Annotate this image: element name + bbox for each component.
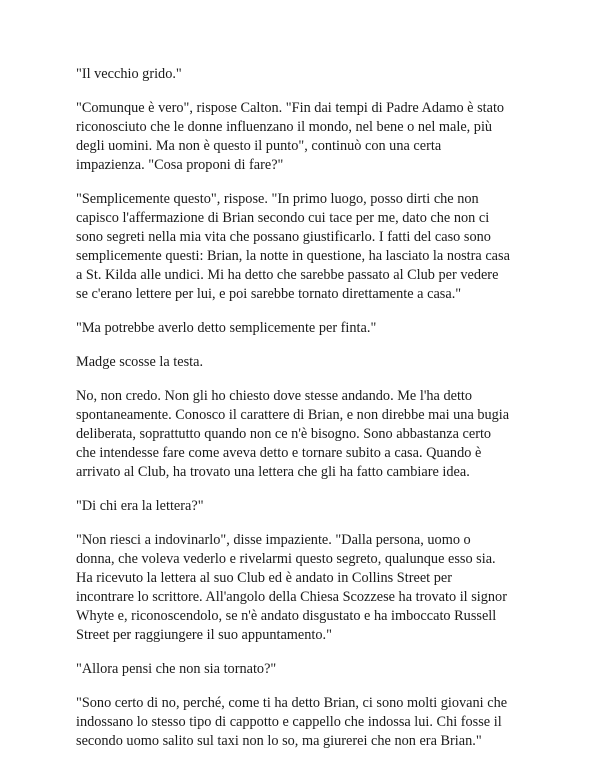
paragraph-7: "Di chi era la lettera?" [76, 498, 204, 514]
paragraph-8: "Non riesci a indovinarlo", disse impaziente. "Dalla persona, uomo o donna, che voleva vederlo e rivelarmi questo segreto, qualunque esso sia. Ha ricevuto la lettera al suo Club ed è andato in Collins Street per incontrare lo scrittore. All'angolo della Chiesa Scozzese ha trovato il signor Whyte e, riconoscendolo, se n'è andato disgustato e ha imboccato Russell Street per raggiungere il suo appuntamento." [76, 532, 507, 643]
paragraph-1: "Il vecchio grido." [76, 66, 182, 82]
paragraph-9: "Allora pensi che non sia tornato?" [76, 661, 277, 677]
paragraph-2: "Comunque è vero", rispose Calton. "Fin dai tempi di Padre Adamo è stato riconosciuto che le donne influenzano il mondo, nel bene o nel male, più degli uomini. Ma non è questo il punto", continuò con una certa impazienza. "Cosa proponi di fare?" [76, 100, 505, 173]
paragraph-3: "Semplicemente questo", rispose. "In primo luogo, posso dirti che non capisco l'affermazione di Brian secondo cui tace per me, dato che non ci sono segreti nella mia vita che possano giustificarlo. I fatti del caso sono semplicemente questi: Brian, la notte in questione, ha lasciato la nostra casa a St. Kilda alle undici. Mi ha detto che sarebbe passato al Club per vedere se c'erano lettere per lui, e poi sarebbe tornato direttamente a casa." [76, 191, 510, 302]
paragraph-5: Madge scosse la testa. [76, 354, 204, 370]
paragraph-4: "Ma potrebbe averlo detto semplicemente per finta." [76, 320, 377, 336]
paragraph-6: No, non credo. Non gli ho chiesto dove stesse andando. Me l'ha detto spontaneamente. Conosco il carattere di Brian, e non direbbe mai una bugia deliberata, soprattutto quando non ce n'è bisogno. Sono abbastanza certo che intendesse fare come aveva detto e tornare subito a casa. Quando è arrivato al Club, ha trovato una lettera che gli ha fatto cambiare idea. [76, 388, 510, 480]
paragraph-10: "Sono certo di no, perché, come ti ha detto Brian, ci sono molti giovani che indossano lo stesso tipo di cappotto e cappello che indossa lui. Chi fosse il secondo uomo salito sul taxi non lo so, ma giurerei che non era Brian." [76, 695, 508, 749]
